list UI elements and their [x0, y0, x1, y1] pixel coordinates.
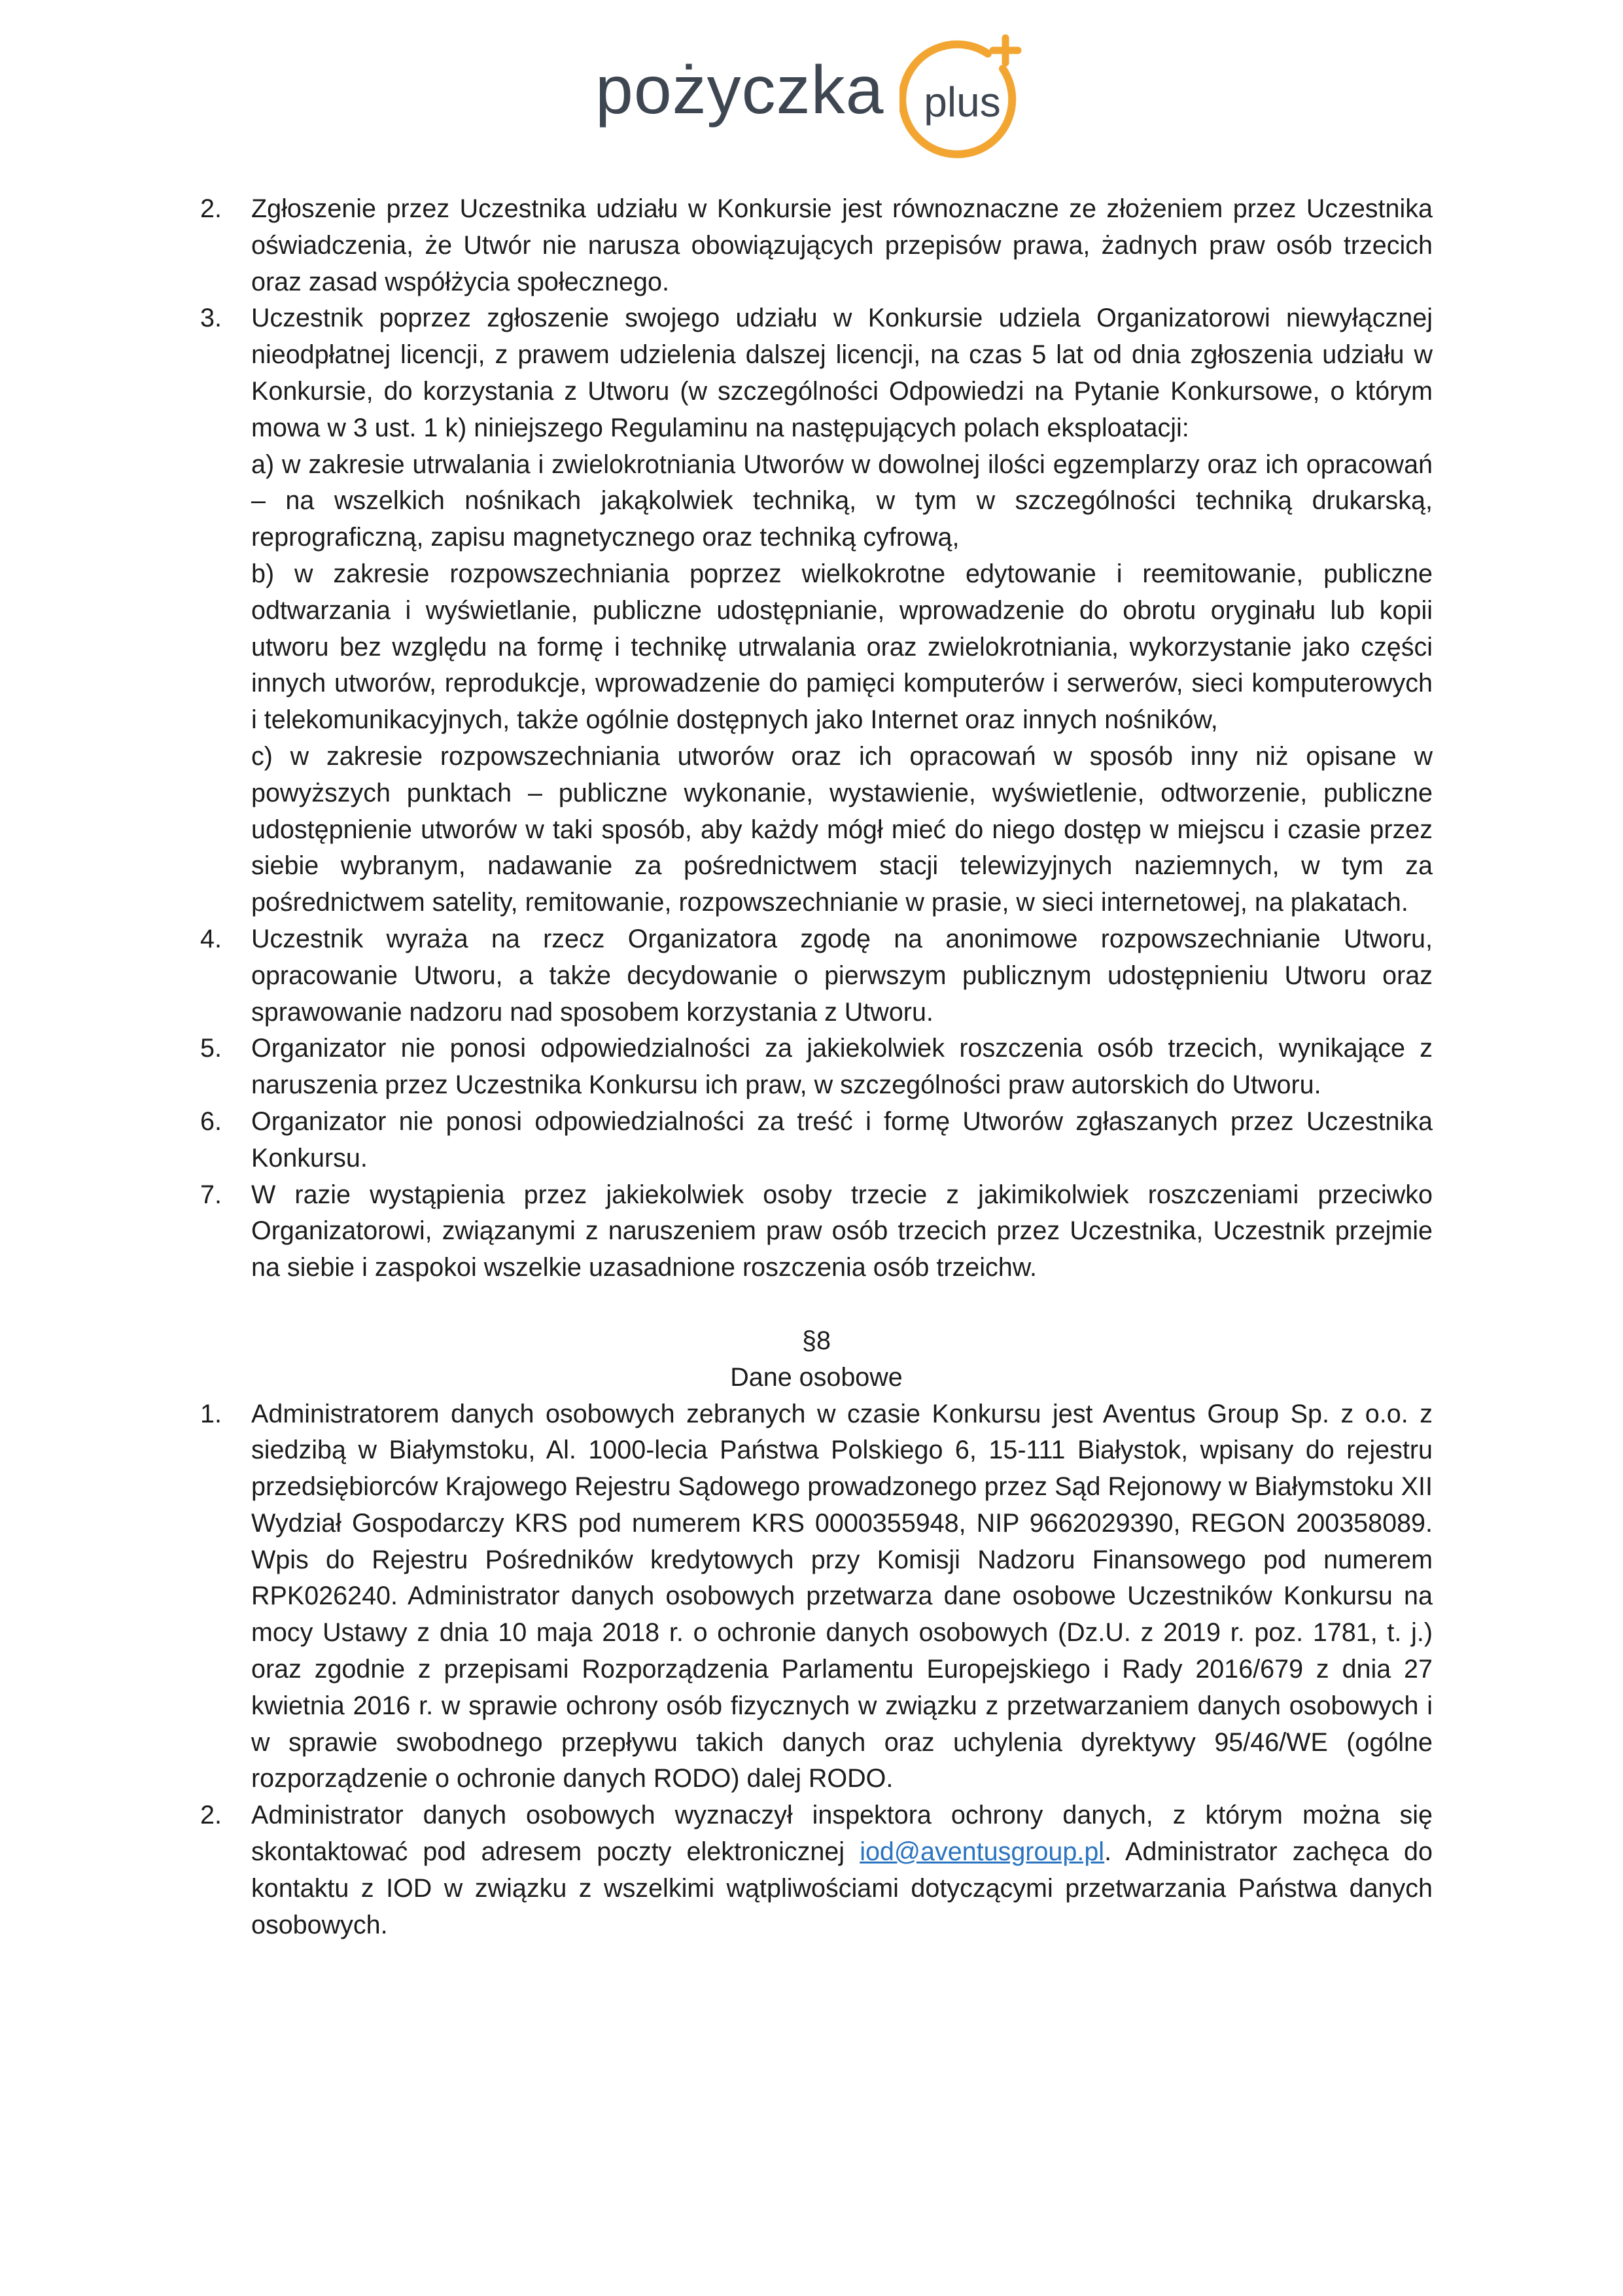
section-title: Dane osobowe [730, 1362, 903, 1392]
document-body [200, 191, 1433, 1943]
list-item [200, 191, 1433, 300]
item-number: 2. [200, 1801, 222, 1830]
item-text [251, 1797, 1433, 1943]
logo-wordmark: pożyczka [595, 52, 884, 128]
list-item [200, 300, 1433, 921]
item-number: 3. [200, 304, 222, 333]
item-number: 4. [200, 924, 222, 953]
subitem-a: a) w zakresie utrwalania i zwielokrotniania Utworów w dowolnej ilości egzemplarzy oraz ich opracowań – na wszelkich nośnikach jakąkolwiek techniką, w tym w szczególności techniką drukarską, reprograficzną, zapisu magnetycznego oraz techniką cyfrową, [251, 450, 1433, 552]
item-text: Uczestnik wyraża na rzecz Organizatora zgodę na anonimowe rozpowszechnianie Utworu, opracowanie Utworu, a także decydowanie o pierwszym publicznym udostępnieniu Utworu oraz sprawowanie nadzoru nad sposobem korzystania z Utworu. [251, 924, 1433, 1027]
list-item [200, 1104, 1433, 1177]
item-number: 2. [200, 194, 222, 223]
list-item [200, 921, 1433, 1031]
item-text-after: . Administrator zachęca do kontaktu z IOD w związku z wszelkimi wątpliwościami dotyczącymi przetwarzania Państwa danych osobowych. [251, 1837, 1433, 1939]
plus-badge-icon [899, 33, 1030, 164]
pozyczka-plus-logo [595, 33, 1027, 170]
logo-badge-text: plus [924, 79, 1001, 126]
email-link[interactable]: iod@aventusgroup.pl [860, 1837, 1105, 1867]
item-text-before: Administrator danych osobowych wyznaczył inspektora ochrony danych, z którym można się skontaktować pod adresem poczty elektronicznej [251, 1801, 1433, 1867]
list-item [200, 1797, 1433, 1943]
item-number: 6. [200, 1106, 222, 1136]
item-number: 7. [200, 1180, 222, 1209]
item-text: Uczestnik poprzez zgłoszenie swojego udziału w Konkursie udziela Organizatorowi niewyłącznej nieodpłatnej licencji, z prawem udzielenia dalszej licencji, na czas 5 lat od dnia zgłoszenia udziału w Konkursie, do korzystania z Utworu (w szczególności Odpowiedzi na Pytanie Konkursowe, o którym mowa w 3 ust. 1 k) niniejszego Regulaminu na następujących polach eksploatacji: [251, 304, 1433, 442]
item-text: Organizator nie ponosi odpowiedzialności za treść i formę Utworów zgłaszanych przez Uczestnika Konkursu. [251, 1106, 1433, 1173]
list-item [200, 1396, 1433, 1798]
page-header [0, 26, 1623, 170]
section-heading [200, 1323, 1433, 1396]
section-number: §8 [802, 1326, 831, 1355]
item-text: Organizator nie ponosi odpowiedzialności za jakiekolwiek roszczenia osób trzecich, wynikające z naruszenia przez Uczestnika Konkursu ich praw, w szczególności praw autorskich do Utworu. [251, 1034, 1433, 1100]
item-number: 1. [200, 1399, 222, 1428]
list-item [200, 1031, 1433, 1104]
subitem-c: c) w zakresie rozpowszechniania utworów oraz ich opracowań w sposób inny niż opisane w powyższych punktach – publiczne wykonanie, wystawienie, wyświetlenie, odtworzenie, publiczne udostępnienie utworów w taki sposób, aby każdy mógł mieć do niego dostęp w miejscu i czasie przez siebie wybranym, nadawanie za pośrednictwem stacji telewizyjnych naziemnych, w tym za pośrednictwem satelity, remitowanie, rozpowszechnianie w prasie, w sieci internetowej, na plakatach. [251, 741, 1433, 917]
subitem-b: b) w zakresie rozpowszechniania poprzez wielkokrotne edytowanie i reemitowanie, publiczne odtwarzania i wyświetlanie, publiczne udostępnianie, wprowadzenie do obrotu oryginału lub kopii utworu bez względu na formę i technikę utrwalania oraz zwielokrotniania, wykorzystanie jako części innych utworów, reprodukcje, wprowadzenie do pamięci komputerów i serwerów, sieci komputerowych i telekomunikacyjnych, także ogólnie dostępnych jako Internet oraz innych nośników, [251, 559, 1433, 735]
item-number: 5. [200, 1034, 222, 1063]
item-text: Zgłoszenie przez Uczestnika udziału w Konkursie jest równoznaczne ze złożeniem przez Uczestnika oświadczenia, że Utwór nie narusza obowiązujących przepisów prawa, żadnych praw osób trzecich oraz zasad współżycia społecznego. [251, 194, 1433, 296]
list-item [200, 1177, 1433, 1286]
item-text: W razie wystąpienia przez jakiekolwiek osoby trzecie z jakimikolwiek roszczeniami przeciwko Organizatorowi, związanymi z naruszeniem praw osób trzecich przez Uczestnika, Uczestnik przejmie na siebie i zaspokoi wszelkie uzasadnione roszczenia osób trzeichw. [251, 1180, 1433, 1282]
item-text: Administratorem danych osobowych zebranych w czasie Konkursu jest Aventus Group Sp. z o.o. z siedzibą w Białymstoku, Al. 1000-lecia Państwa Polskiego 6, 15-111 Białystok, wpisany do rejestru przedsiębiorców Krajowego Rejestru Sądowego prowadzonego przez Sąd Rejonowy w Białymstoku XII Wydział Gospodarczy KRS pod numerem KRS 0000355948, NIP 9662029390, REGON 200358089. Wpis do Rejestru Pośredników kredytowych przy Komisji Nadzoru Finansowego pod numerem RPK026240. Administrator danych osobowych przetwarza dane osobowe Uczestników Konkursu na mocy Ustawy z dnia 10 maja 2018 r. o ochronie danych osobowych (Dz.U. z 2019 r. poz. 1781, t. j.) oraz zgodnie z przepisami Rozporządzenia Parlamentu Europejskiego i Rady 2016/679 z dnia 27 kwietnia 2016 r. w sprawie ochrony osób fizycznych w związku z przetwarzaniem danych osobowych i w sprawie swobodnego przepływu takich danych oraz uchylenia dyrektywy 95/46/WE (ogólne rozporządzenie o ochronie danych RODO) dalej RODO. [251, 1399, 1433, 1793]
